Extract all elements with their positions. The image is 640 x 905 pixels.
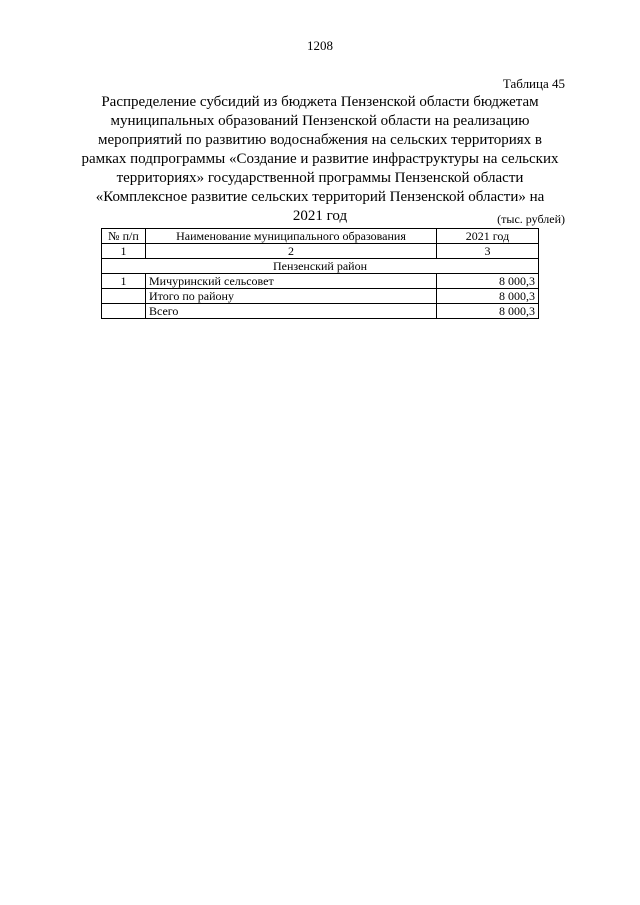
row-name: Итого по району — [146, 289, 437, 304]
subsidy-table — [101, 228, 539, 319]
row-number: 1 — [102, 274, 146, 289]
header-number: № п/п — [102, 229, 146, 244]
header-year: 2021 год — [437, 229, 539, 244]
table-label: Таблица 45 — [502, 76, 565, 91]
title-line: Распределение субсидий из бюджета Пензенской области бюджетам — [101, 94, 539, 110]
title-line: территориях» государственной программы Пензенской области — [116, 170, 524, 186]
row-value: 8 000,3 — [437, 289, 539, 304]
row-name: Всего — [146, 304, 437, 319]
row-name: Мичуринский сельсовет — [146, 274, 437, 289]
table-row — [102, 304, 539, 319]
row-number — [102, 289, 146, 304]
row-value: 8 000,3 — [437, 304, 539, 319]
section-title: Пензенский район — [102, 259, 539, 274]
document-title — [70, 93, 570, 226]
row-value: 8 000,3 — [437, 274, 539, 289]
table-row — [102, 289, 539, 304]
header-row — [102, 229, 539, 244]
units-label: (тыс. рублей) — [497, 212, 565, 226]
title-line: «Комплексное развитие сельских территорий Пензенской области» на — [95, 189, 545, 205]
column-number: 2 — [146, 244, 437, 259]
section-row — [102, 259, 539, 274]
title-line: мероприятий по развитию водоснабжения на сельских территориях в — [98, 132, 542, 148]
title-line: 2021 год — [292, 208, 348, 224]
page-number: 1208 — [307, 38, 333, 53]
column-number: 1 — [102, 244, 146, 259]
column-number: 3 — [437, 244, 539, 259]
title-line: рамках подпрограммы «Создание и развитие инфраструктуры на сельских — [81, 151, 559, 167]
title-line: муниципальных образований Пензенской области на реализацию — [110, 113, 530, 129]
table-row — [102, 274, 539, 289]
header-municipality: Наименование муниципального образования — [146, 229, 437, 244]
row-number — [102, 304, 146, 319]
column-number-row — [102, 244, 539, 259]
